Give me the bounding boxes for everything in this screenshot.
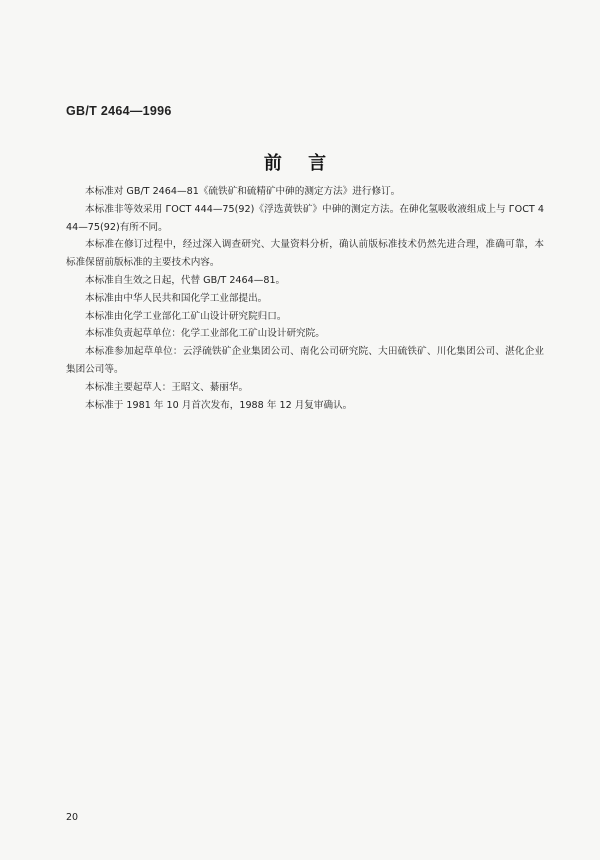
paragraph-authors: 本标准主要起草人：王昭文、綦丽华。 <box>85 381 249 393</box>
paragraph-attribution: 本标准由化学工业部化工矿山设计研究院归口。 <box>85 310 287 322</box>
paragraph-revision: 本标准对 GB/T 2464—81《硫铁矿和硫精矿中砷的测定方法》进行修订。 <box>85 186 401 197</box>
paragraph-replacement: 本标准自生效之日起，代替 GB/T 2464—81。 <box>85 274 286 286</box>
paragraph-proposer: 本标准由中华人民共和国化学工业部提出。 <box>85 292 268 304</box>
page-number: 20 <box>66 812 79 823</box>
paragraph-review: 本标准在修订过程中，经过深入调查研究、大量资料分析，确认前版标准技术仍然先进合理，准确可靠，本标准保留前版标准的主要技术内容。 <box>66 239 544 269</box>
paragraph-history: 本标准于 1981 年 10 月首次发布，1988 年 12 月复审确认。 <box>85 399 353 411</box>
paragraph-lead-drafter: 本标准负责起草单位：化学工业部化工矿山设计研究院。 <box>85 328 325 340</box>
paragraph-adoption: 本标准非等效采用 ГОСТ 444—75(92)《浮选黄铁矿》中砷的测定方法。在砷化氢吸收液组成上与 ГОСТ 444—75(92)有所不同。 <box>66 203 544 233</box>
page-title: 前 言 <box>263 153 337 174</box>
standard-code: GB/T 2464—1996 <box>66 104 172 118</box>
paragraph-participants: 本标准参加起草单位：云浮硫铁矿企业集团公司、南化公司研究院、大田硫铁矿、川化集团公司、湛化企业集团公司等。 <box>66 346 544 375</box>
document-body <box>66 183 544 414</box>
